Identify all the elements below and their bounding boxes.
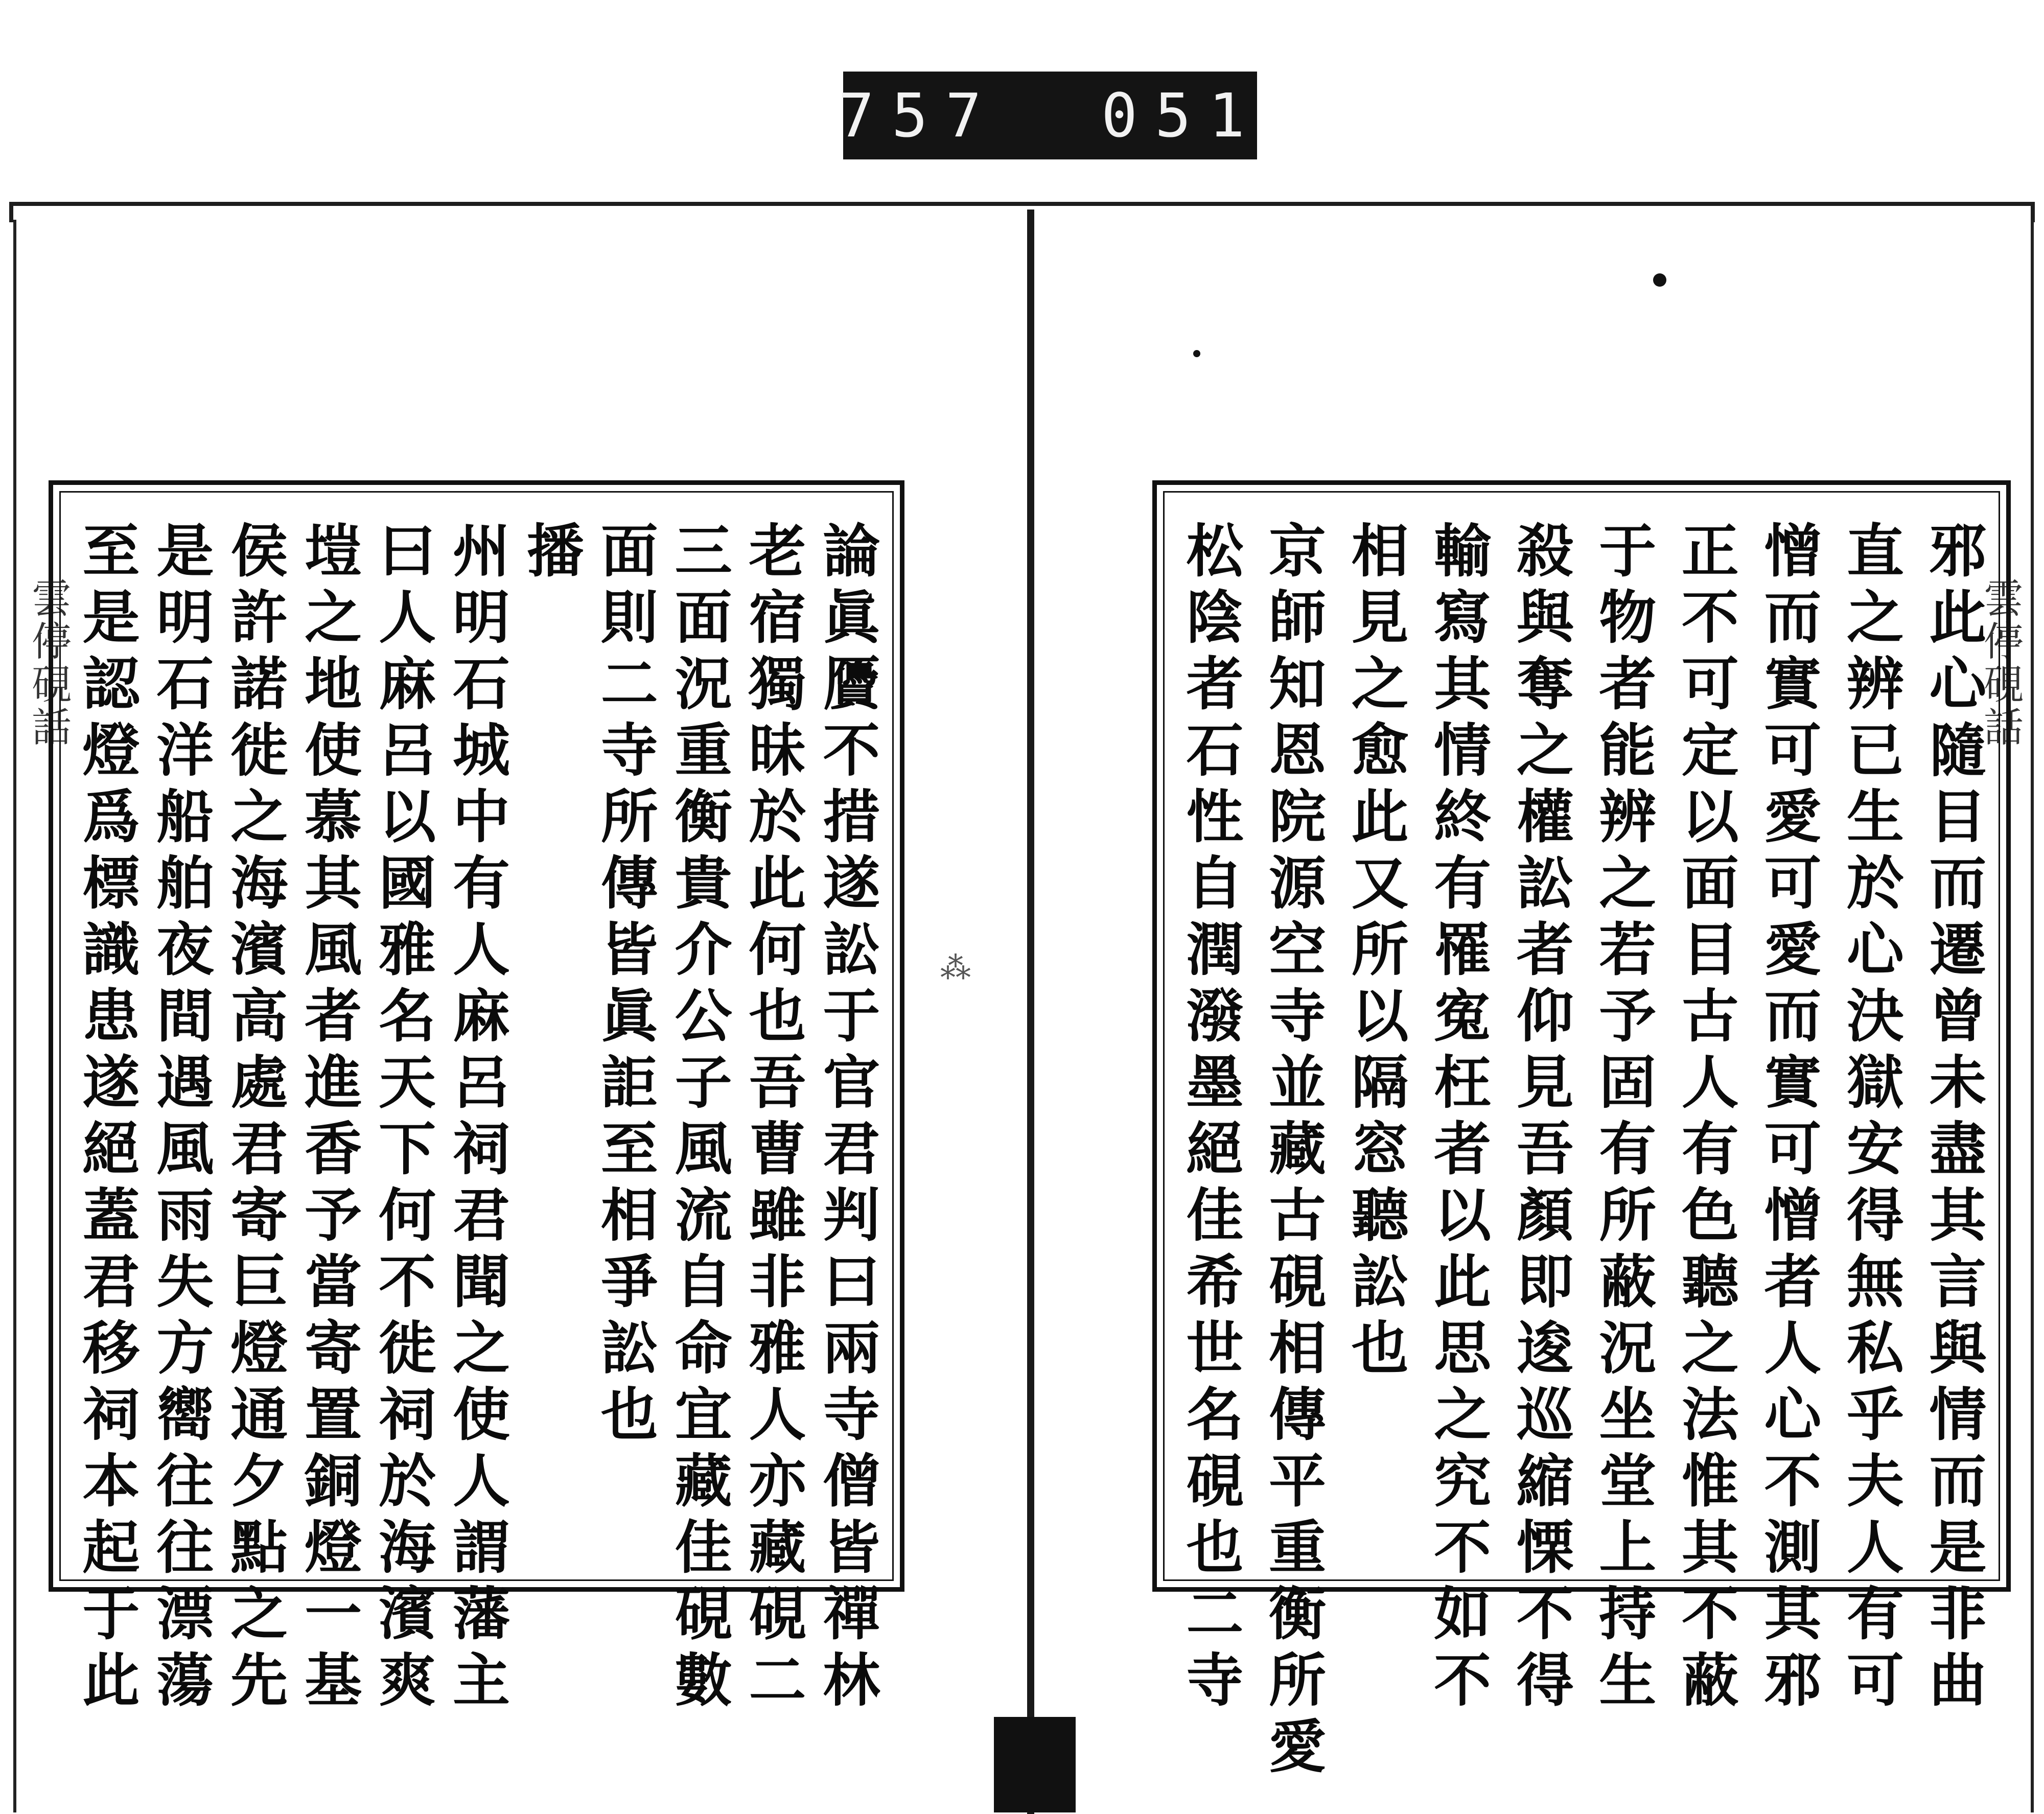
right-page-margin-mark: 雲停硯話 (1977, 577, 2023, 749)
text-column: 京師知恩院源空寺並藏古硯相傳平重衡所愛 (1259, 521, 1327, 1783)
text-column: 輸寫其情終有罹寃枉者以此思之究不如不 (1424, 521, 1492, 1716)
catalog-number-left: 757 (838, 80, 999, 151)
text-column: 松陰者石性自潤潑墨絕佳希世名硯也二寺 (1177, 521, 1244, 1716)
text-column: 老宿獨昧於此何也吾曹雖非雅人亦藏硯二 (739, 521, 807, 1716)
spine-binding-block (994, 1717, 1076, 1812)
ink-speck: ⁂ (940, 950, 971, 986)
text-column: 面則二寺所傳皆眞詎至相爭訟也 (591, 521, 659, 1451)
text-column: 邪此心隨目而遷曾未盡其言與情而是非曲 (1919, 521, 1987, 1716)
right-text-columns (1177, 521, 1987, 1783)
text-column: 殺與奪之權訟者仰見吾顏即逡巡縮慄不得 (1507, 521, 1574, 1716)
text-column: 相見之愈此又所以隔窓聽訟也 (1342, 521, 1409, 1384)
ink-speck (1193, 350, 1200, 357)
text-column: 正不可定以面目古人有色聽之法惟其不蔽 (1672, 521, 1739, 1716)
text-column: 三面況重衡貴介公子風流自命宜藏佳硯數 (665, 521, 733, 1716)
text-column: 是明石洋船舶夜間遇風雨失方嚮往往漂蕩 (147, 521, 214, 1716)
text-column: 州明石城中有人麻呂祠君聞之使人謂藩主 (443, 521, 510, 1716)
catalog-number-label (838, 72, 1263, 159)
entry-heading-mark: 播 (517, 521, 585, 587)
right-text-frame (1152, 480, 2011, 1783)
catalog-number-right: 051 (1101, 80, 1263, 151)
ink-speck (1653, 273, 1666, 287)
book-spine (1027, 210, 1034, 1814)
text-column: 侯許諾徙之海濱高處君寄巨燈通夕點之先 (221, 521, 288, 1716)
left-text-frame (49, 480, 904, 1716)
text-column: 至是認燈爲標識患遂絕蓋君移祠本起于此 (73, 521, 140, 1716)
text-column: 論眞贗不措遂訟于官君判曰兩寺僧皆禪林 (813, 521, 880, 1716)
left-page-margin-mark: 雲停硯話 (25, 577, 71, 749)
text-column: 曰人麻呂以國雅名天下何不徙祠於海濱爽 (369, 521, 436, 1716)
book-top-edge (9, 202, 2035, 222)
text-column: 于物者能辨之若予固有所蔽況坐堂上持生 (1589, 521, 1657, 1716)
text-column: 憎而實可愛可愛而實可憎者人心不測其邪 (1754, 521, 1822, 1716)
text-column: 塏之地使慕其風者進香予當寄置銅燈一基 (295, 521, 362, 1716)
left-text-columns (73, 521, 880, 1716)
text-column: 直之辨已生於心決獄安得無私乎夫人有可 (1837, 521, 1904, 1716)
